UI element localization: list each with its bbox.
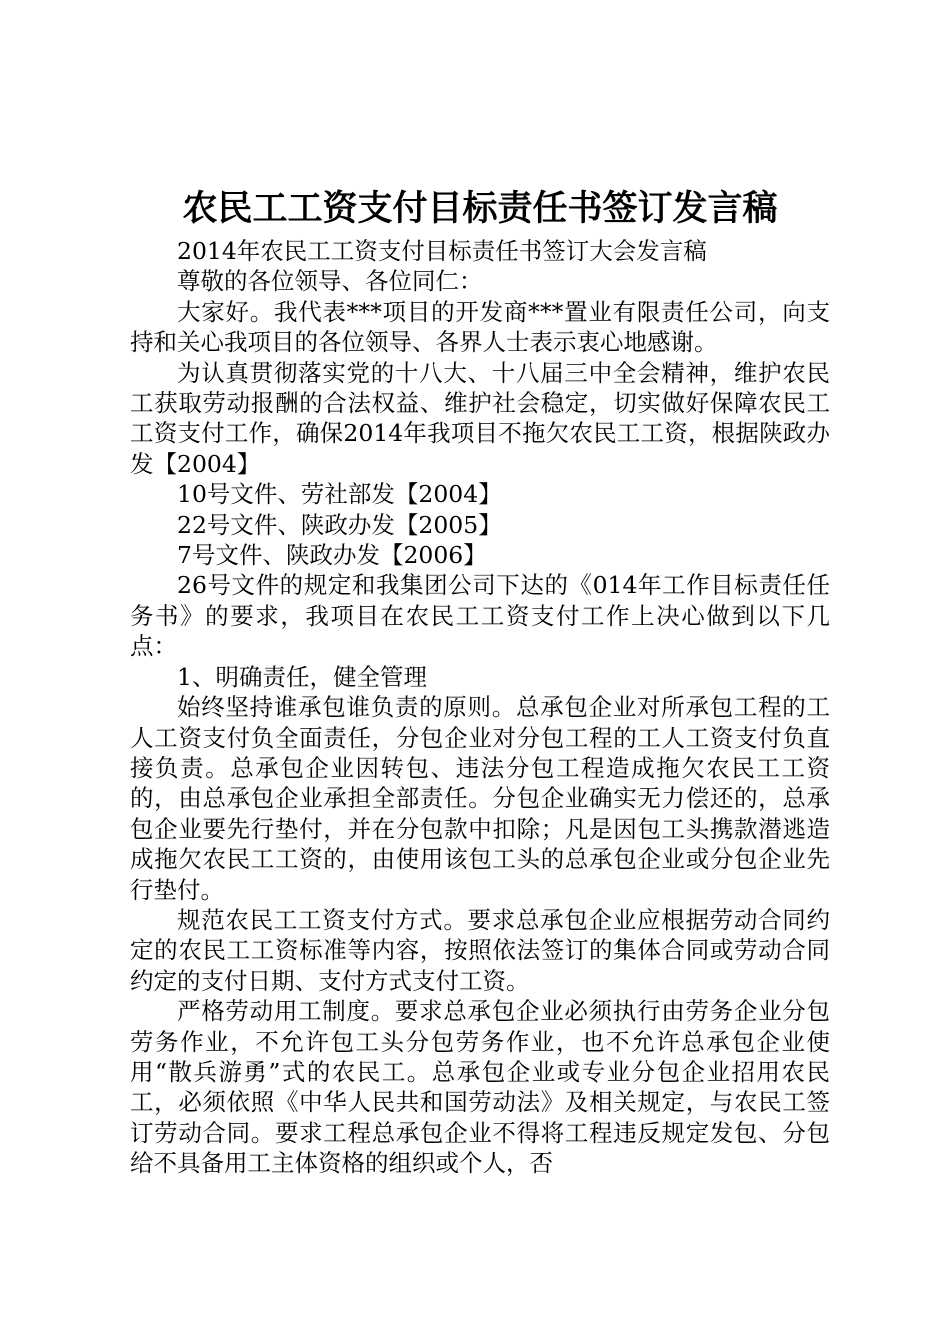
paragraph-document-ref-2: 22号文件、陕政办发【2005】 (177, 510, 502, 539)
paragraph-subtitle: 2014年农民工工资支付目标责任书签订大会发言稿 (177, 237, 707, 265)
paragraph-document-ref-3: 7号文件、陕政办发【2006】 (177, 541, 487, 570)
document-title: 农民工工资支付目标责任书签订发言稿 (182, 188, 778, 229)
paragraph-purpose: 为认真贯彻落实党的十八大、十八届三中全会精神，维护农民工获取劳动报酬的合法权益、维护社会稳定，切实做好保障农民工工资支付工作，确保2014年我项目不拖欠农民工工资，根据陕政办发【2004】 (130, 358, 830, 478)
document-body (130, 236, 830, 1179)
paragraph-commitment-intro: 26号文件的规定和我集团公司下达的《014年工作目标责任任务书》的要求，我项目在农民工工资支付工作上决心做到以下几点： (130, 571, 830, 661)
section-heading-1: 1、明确责任，健全管理 (177, 662, 427, 691)
paragraph-salutation: 尊敬的各位领导、各位同仁： (177, 267, 483, 296)
paragraph-greeting: 大家好。我代表***项目的开发商***置业有限责任公司，向支持和关心我项目的各位领导、各界人士表示衷心地感谢。 (130, 297, 830, 357)
paragraph-document-ref-1: 10号文件、劳社部发【2004】 (177, 480, 502, 509)
paragraph-labor-system: 严格劳动用工制度。要求总承包企业必须执行由劳务企业分包劳务作业，不允许包工头分包劳务作业，也不允许总承包企业使用“散兵游勇”式的农民工。总承包企业或专业分包企业招用农民工，必须依照《中华人民共和国劳动法》及相关规定，与农民工签订劳动合同。要求工程总承包企业不得将工程违反规定发包、分包给不具备用工主体资格的组织或个人，否 (130, 997, 830, 1178)
paragraph-payment-method: 规范农民工工资支付方式。要求总承包企业应根据劳动合同约定的农民工工资标准等内容，按照依法签订的集体合同或劳动合同约定的支付日期、支付方式支付工资。 (130, 905, 830, 995)
paragraph-responsibility: 始终坚持谁承包谁负责的原则。总承包企业对所承包工程的工人工资支付负全面责任，分包企业对分包工程的工人工资支付负直接负责。总承包企业因转包、违法分包工程造成拖欠农民工工资的，由总承包企业承担全部责任。分包企业确实无力偿还的，总承包企业要先行垫付，并在分包款中扣除；凡是因包工头携款潜逃造成拖欠农民工工资的，由使用该包工头的总承包企业或分包企业先行垫付。 (130, 693, 830, 904)
